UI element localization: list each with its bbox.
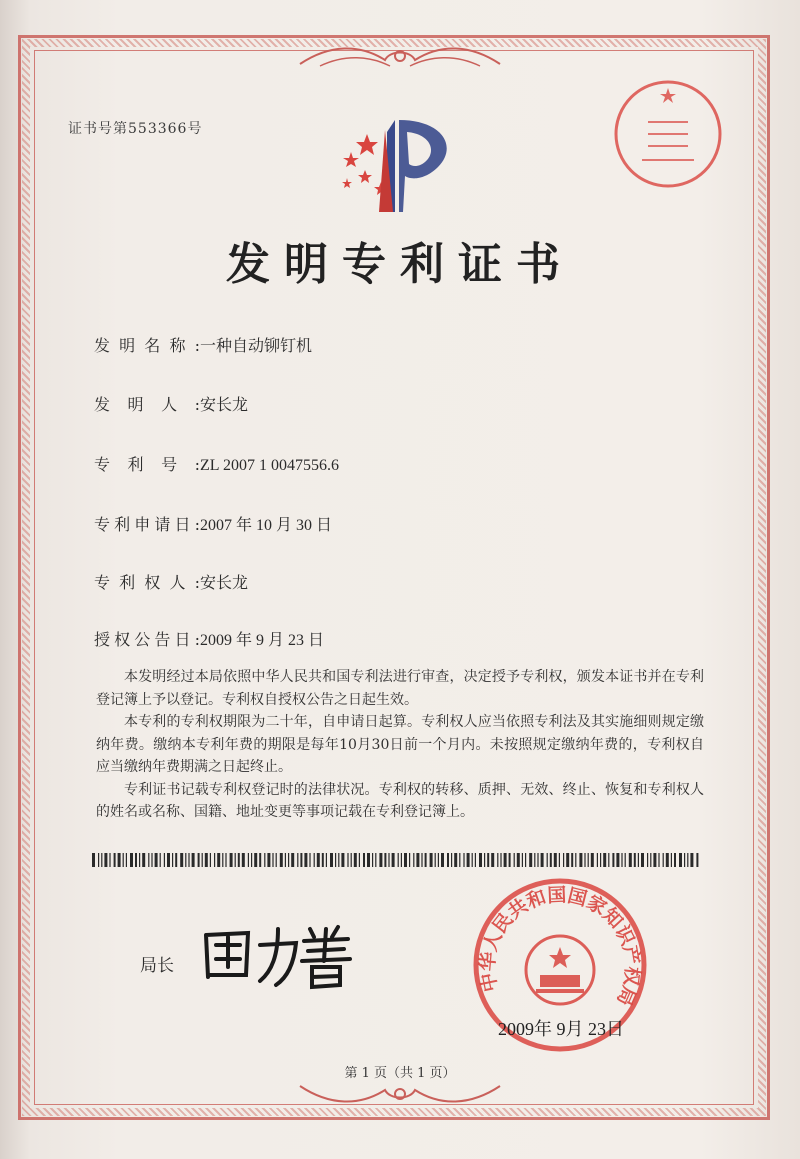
national-emblem-icon (526, 936, 594, 1004)
bottom-ornament-icon (290, 1080, 510, 1108)
issue-date: 2009年 9月 23日 (498, 1019, 624, 1039)
field-value: 安长龙 (200, 575, 249, 592)
field-grant-date (94, 627, 324, 650)
director-label: 局长 (140, 956, 174, 976)
body-paragraph: 本专利的专利权期限为二十年，自申请日起算。专利权人应当依照专利法及其实施细则规定缴纳年费。缴纳本专利年费的期限是每年10月30日前一个月内。未按照规定缴纳年费的，专利权自应当缴纳年费期满之日起终止。 (96, 714, 704, 775)
field-application-date (94, 512, 332, 535)
field-value: 一种自动铆钉机 (200, 338, 313, 355)
field-value: 2007 年 10 月 30 日 (200, 517, 333, 534)
field-invention-name (94, 333, 312, 356)
field-inventor (94, 392, 248, 415)
body-paragraph: 专利证书记载专利权登记时的法律状况。专利权的转移、质押、无效、终止、恢复和专利权人的姓名或名称、国籍、地址变更等事项记载在专利登记簿上。 (96, 781, 704, 820)
certificate-body (96, 666, 704, 824)
barcode (92, 853, 702, 869)
page-title: 发明专利证书 (226, 239, 574, 290)
field-label: 授权公告日: (94, 630, 200, 649)
field-value: ZL 2007 1 0047556.6 (200, 457, 339, 474)
certificate-number: 证书号第553366号 (68, 121, 203, 137)
patent-logo-icon (333, 112, 463, 217)
field-patentee (94, 570, 248, 593)
field-label: 专利权人: (94, 573, 200, 592)
svg-text:中华人民共和国国家知识产权局: 中华人民共和国国家知识产权局 (476, 884, 644, 1009)
body-paragraph: 本发明经过本局依照中华人民共和国专利法进行审查，决定授予专利权，颁发本证书并在专利登记簿上予以登记。专利权自授权公告之日起生效。 (96, 669, 704, 708)
stamp-duty-seal (612, 78, 724, 190)
page-number: 第 1 页（共 1 页） (344, 1066, 456, 1081)
field-label: 发明人: (94, 395, 200, 414)
director-signature (198, 915, 358, 995)
top-ornament-icon (290, 42, 510, 72)
field-label: 专利申请日: (94, 515, 200, 534)
field-patent-number (94, 452, 339, 475)
field-label: 专利号: (94, 455, 200, 474)
field-value: 2009 年 9 月 23 日 (200, 632, 325, 649)
field-value: 安长龙 (200, 397, 249, 414)
field-label: 发明名称: (94, 336, 200, 355)
